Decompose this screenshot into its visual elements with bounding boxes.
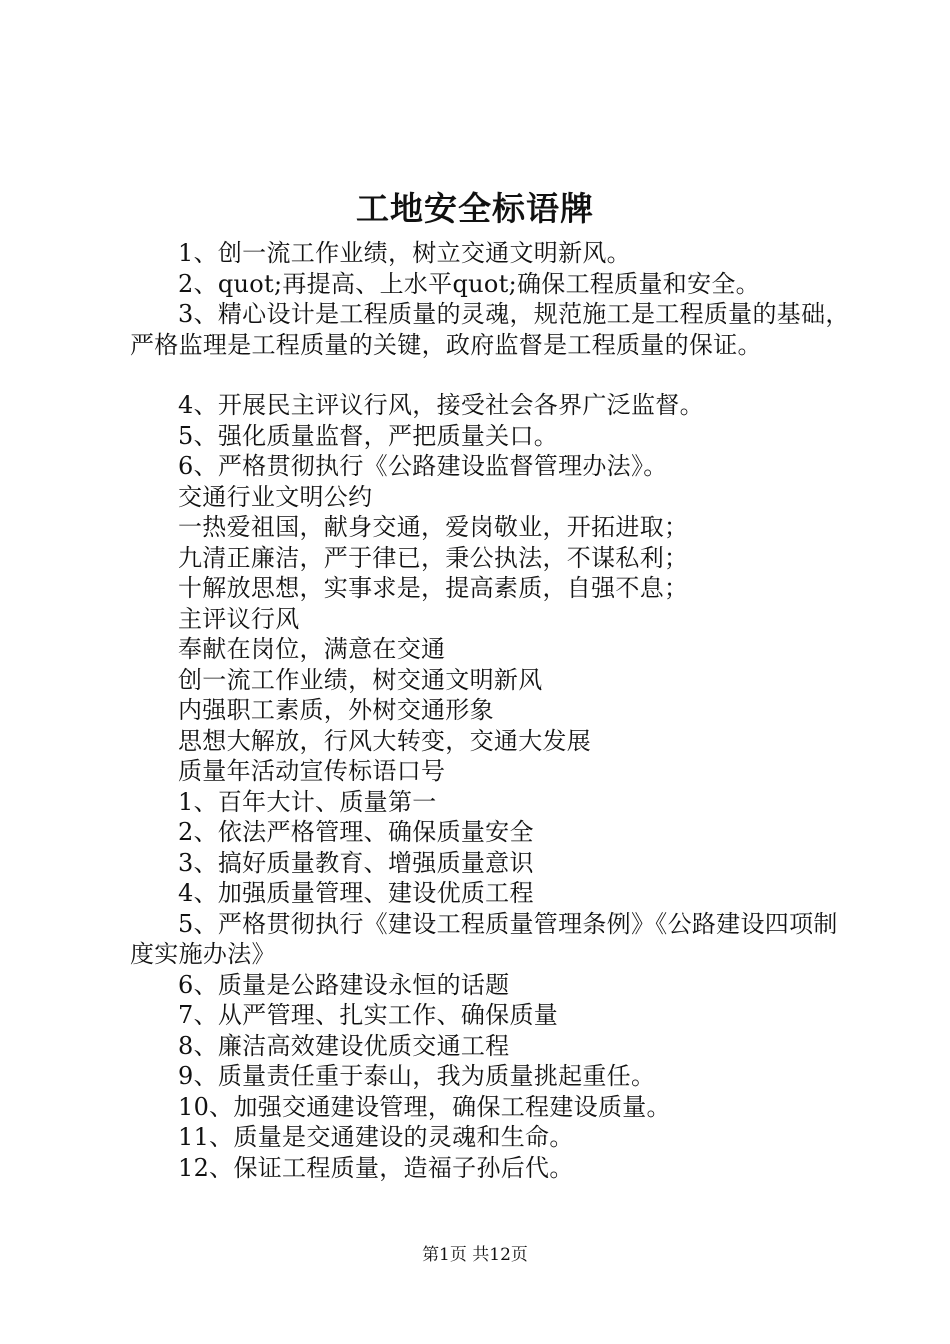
text-line: 2、依法严格管理、确保质量安全 (178, 818, 534, 846)
document-title: 工地安全标语牌 (356, 189, 594, 228)
text-line: 4、加强质量管理、建设优质工程 (178, 879, 534, 907)
text-line: 创一流工作业绩，树交通文明新风 (178, 665, 543, 694)
text-line: 奉献在岗位，满意在交通 (178, 635, 446, 663)
text-line: 6、质量是公路建设永恒的话题 (178, 970, 510, 999)
text-line: 十解放思想，实事求是，提高素质，自强不息； (178, 574, 689, 602)
text-line: 12、保证工程质量，造福子孙后代。 (178, 1153, 574, 1182)
text-line: 内强职工素质，外树交通形象 (178, 696, 494, 724)
text-line: 九清正廉洁，严于律已，秉公执法，不谋私利； (178, 543, 689, 572)
text-line: 8、廉洁高效建设优质交通工程 (178, 1031, 510, 1060)
text-line: 一热爱祖国，献身交通，爱岗敬业，开拓进取； (178, 513, 689, 541)
text-line: 4、开展民主评议行风，接受社会各界广泛监督。 (178, 391, 704, 419)
text-paragraph: 5、严格贯彻执行《建设工程质量管理条例》《公路建设四项制度实施办法》 (130, 909, 838, 968)
text-paragraph: 3、精心设计是工程质量的灵魂，规范施工是工程质量的基础，严格监理是工程质量的关键，政府监督是工程质量的保证。 (130, 300, 850, 359)
text-line: 10、加强交通建设管理，确保工程建设质量。 (178, 1092, 671, 1121)
text-line: 1、百年大计、质量第一 (178, 787, 437, 816)
text-line: 9、质量责任重于泰山，我为质量挑起重任。 (178, 1062, 656, 1090)
text-line: 思想大解放，行风大转变，交通大发展 (178, 726, 592, 755)
text-line: 11、质量是交通建设的灵魂和生命。 (178, 1123, 574, 1151)
text-line: 7、从严管理、扎实工作、确保质量 (178, 1001, 559, 1029)
text-line: 2、quot;再提高、上水平quot;确保工程质量和安全。 (178, 269, 760, 298)
text-line: 1、创一流工作业绩，树立交通文明新风。 (178, 239, 631, 267)
page-number-footer: 第1页 共12页 (422, 1245, 528, 1265)
section-heading: 交通行业文明公约 (178, 482, 373, 511)
paragraph-gap (130, 360, 855, 390)
text-line: 6、严格贯彻执行《公路建设监督管理办法》。 (178, 452, 668, 480)
text-line: 主评议行风 (178, 604, 300, 633)
document-body (130, 238, 855, 1183)
text-line: 5、强化质量监督，严把质量关口。 (178, 421, 559, 450)
text-line: 3、搞好质量教育、增强质量意识 (178, 848, 534, 877)
section-heading: 质量年活动宣传标语口号 (178, 757, 446, 785)
